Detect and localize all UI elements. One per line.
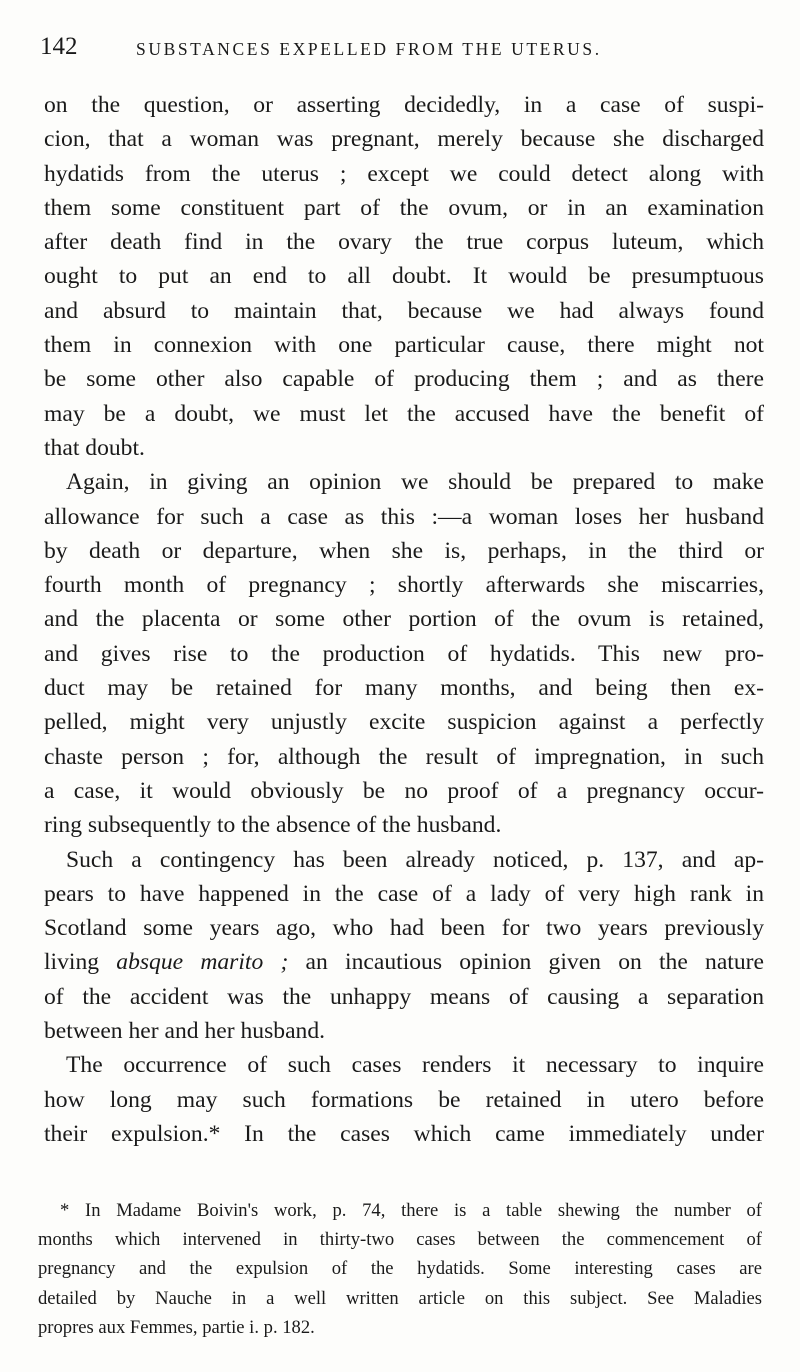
- italic-phrase: absque marito ;: [116, 949, 289, 976]
- body-line: after death find in the ovary the true corpus luteum, which: [44, 229, 764, 256]
- body-line: fourth month of pregnancy ; shortly afterwards she miscarries,: [44, 572, 764, 599]
- body-line: on the question, or asserting decidedly, in a case of suspi-: [44, 92, 764, 118]
- body-line: be some other also capable of producing them ; and as there: [44, 366, 764, 393]
- footnote-line: * In Madame Boivin's work, p. 74, there is a table shewing the number of: [60, 1200, 762, 1221]
- body-line: and gives rise to the production of hydatids. This new pro-: [44, 640, 764, 667]
- body-line: allowance for such a case as this :—a woman loses her husband: [44, 503, 764, 530]
- body-line: of the accident was the unhappy means of causing a separation: [44, 983, 764, 1010]
- footnote-line: detailed by Nauche in a well written article on this subject. See Maladies: [38, 1287, 762, 1309]
- body-line: duct may be retained for many months, and being then ex-: [44, 675, 764, 702]
- body-text-segment: living: [44, 949, 117, 976]
- body-line: and absurd to maintain that, because we had always found: [44, 297, 764, 324]
- body-line: chaste person ; for, although the result of impregnation, in such: [44, 743, 764, 770]
- body-line: how long may such formations be retained in utero before: [44, 1086, 764, 1113]
- body-line: pears to have happened in the case of a lady of very high rank in: [44, 880, 764, 907]
- page-number: 142: [40, 33, 78, 60]
- body-line: by death or departure, when she is, perhaps, in the third or: [44, 537, 764, 564]
- footnote-line: months which intervened in thirty-two cases between the commencement of: [38, 1229, 762, 1251]
- body-line: hydatids from the uterus ; except we could detect along with: [44, 160, 764, 187]
- body-line: The occurrence of such cases renders it necessary to inquire: [66, 1052, 764, 1079]
- body-line: that doubt.: [44, 434, 145, 461]
- body-line: a case, it would obviously be no proof of a pregnancy occur-: [44, 777, 764, 804]
- running-head: SUBSTANCES EXPELLED FROM THE UTERUS.: [136, 39, 602, 59]
- body-line: Again, in giving an opinion we should be prepared to make: [66, 469, 764, 496]
- body-line: Scotland some years ago, who had been for two years previously: [44, 915, 764, 942]
- footnote-line: propres aux Femmes, partie i. p. 182.: [38, 1316, 315, 1338]
- body-line: ought to put an end to all doubt. It would be presumptuous: [44, 263, 764, 290]
- body-line: their expulsion.* In the cases which came immediately under: [44, 1120, 764, 1147]
- body-text: [44, 88, 764, 1151]
- body-line: them some constituent part of the ovum, or in an examination: [44, 194, 764, 221]
- body-line-with-italic: [44, 945, 764, 979]
- body-text-segment: an incautious opinion given on the nature: [288, 949, 764, 976]
- body-line: cion, that a woman was pregnant, merely because she discharged: [44, 126, 764, 153]
- footnote-line: pregnancy and the expulsion of the hydatids. Some interesting cases are: [38, 1258, 762, 1280]
- body-line: ring subsequently to the absence of the husband.: [44, 812, 502, 839]
- page-header: [40, 30, 780, 64]
- body-line: pelled, might very unjustly excite suspicion against a perfectly: [44, 709, 764, 736]
- body-line: may be a doubt, we must let the accused have the benefit of: [44, 400, 764, 427]
- body-line: them in connexion with one particular cause, there might not: [44, 332, 764, 359]
- body-line: and the placenta or some other portion of the ovum is retained,: [44, 606, 764, 633]
- footnote: [38, 1196, 762, 1342]
- body-line: between her and her husband.: [44, 1018, 326, 1045]
- body-line: Such a contingency has been already noticed, p. 137, and ap-: [66, 846, 764, 873]
